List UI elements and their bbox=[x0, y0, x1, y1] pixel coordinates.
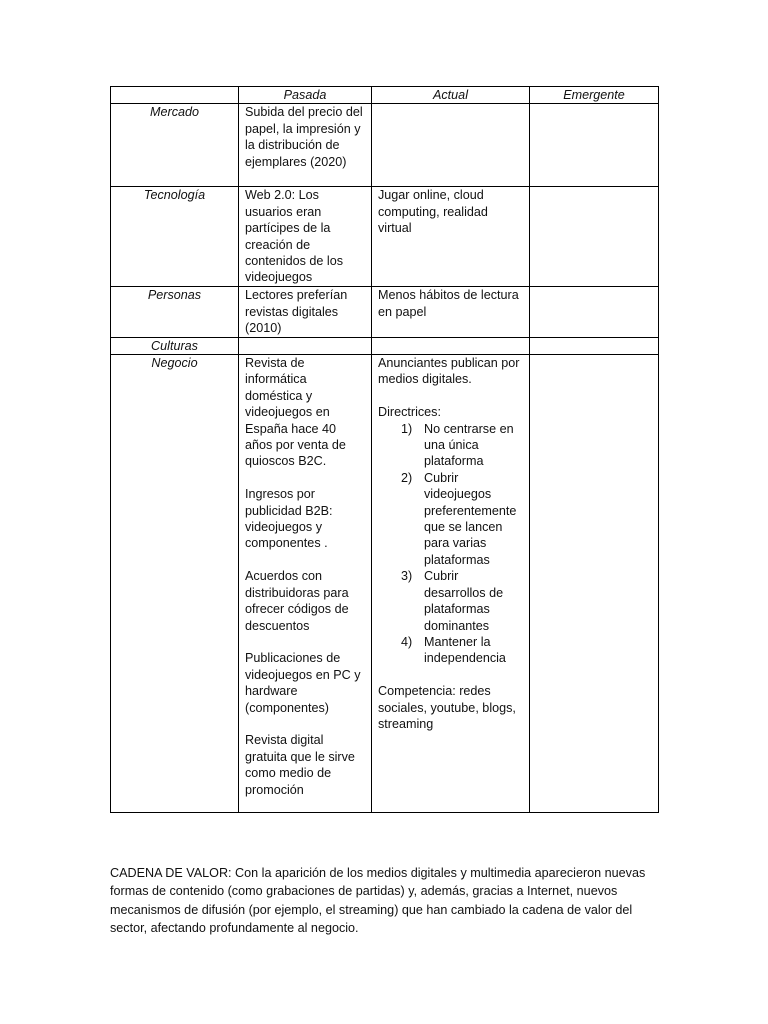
cell-pasada bbox=[239, 337, 372, 354]
list-text: Cubrir videojuegos preferentemente que se lancen para varias plataformas bbox=[424, 470, 517, 567]
list-text: No centrarse en una única plataforma bbox=[424, 421, 514, 469]
cadena-de-valor-paragraph: CADENA DE VALOR: Con la aparición de los medios digitales y multimedia aparecieron nuevas formas de contenido (como grabaciones de partidas) y, además, gracias a Internet, nuevos mecanismos de difusión (por ejemplo, el streaming) que han cambiado la cadena de valor del sector, afectando profundamente al negocio. bbox=[110, 866, 646, 936]
list-number: 1) bbox=[401, 421, 413, 436]
cell-text: Lectores preferían revistas digitales (2010) bbox=[245, 288, 348, 336]
header-row bbox=[111, 87, 659, 104]
cell-emergente bbox=[530, 187, 659, 287]
cell-text: Subida del precio del papel, la impresión y la distribución de ejemplares (2020) bbox=[245, 105, 363, 169]
header-corner bbox=[111, 87, 239, 104]
cell-actual bbox=[372, 104, 530, 187]
list-text: Cubrir desarrollos de plataformas dominantes bbox=[424, 569, 504, 633]
row-mercado bbox=[111, 104, 659, 187]
cell-pasada bbox=[239, 104, 372, 187]
row-negocio bbox=[111, 355, 659, 813]
directrices-title: Directrices: bbox=[378, 405, 441, 420]
list-text: Mantener la independencia bbox=[424, 634, 506, 666]
cell-text: Menos hábitos de lectura en papel bbox=[378, 288, 519, 319]
cell-emergente bbox=[530, 287, 659, 337]
header-actual: Actual bbox=[372, 87, 530, 104]
cell-paragraph: Ingresos por publicidad B2B: videojuegos y componentes . bbox=[245, 487, 333, 551]
row-label: Mercado bbox=[111, 104, 239, 187]
row-label: Negocio bbox=[111, 355, 239, 813]
directrices-block bbox=[378, 404, 523, 667]
analysis-table bbox=[110, 86, 659, 813]
cell-text: Web 2.0: Los usuarios eran partícipes de la creación de contenidos de los videojuegos bbox=[245, 188, 344, 285]
actual-intro: Anunciantes publican por medios digitales. bbox=[378, 356, 520, 387]
row-label: Personas bbox=[111, 287, 239, 337]
header-pasada: Pasada bbox=[239, 87, 372, 104]
cell-pasada bbox=[239, 355, 372, 813]
competencia-text: Competencia: redes sociales, youtube, blogs, streaming bbox=[378, 684, 516, 731]
list-item bbox=[378, 470, 523, 568]
header-emergente: Emergente bbox=[530, 87, 659, 104]
cell-actual bbox=[372, 337, 530, 354]
list-number: 4) bbox=[401, 634, 413, 649]
cell-emergente bbox=[530, 337, 659, 354]
cell-pasada bbox=[239, 287, 372, 337]
cell-paragraph: Publicaciones de videojuegos en PC y hardware (componentes) bbox=[245, 651, 361, 715]
cell-actual bbox=[372, 187, 530, 287]
cell-pasada bbox=[239, 187, 372, 287]
cell-text: Jugar online, cloud computing, realidad virtual bbox=[378, 188, 488, 236]
list-item bbox=[378, 634, 523, 667]
list-number: 2) bbox=[401, 470, 413, 485]
cell-paragraph: Revista digital gratuita que le sirve como medio de promoción bbox=[245, 733, 355, 797]
cell-actual bbox=[372, 287, 530, 337]
row-label: Tecnología bbox=[111, 187, 239, 287]
cell-emergente bbox=[530, 104, 659, 187]
row-label: Culturas bbox=[111, 337, 239, 354]
cell-actual bbox=[372, 355, 530, 813]
row-personas bbox=[111, 287, 659, 337]
row-tecnologia bbox=[111, 187, 659, 287]
cell-paragraph: Revista de informática doméstica y videojuegos en España hace 40 años por venta de quioscos B2C. bbox=[245, 356, 346, 469]
list-number: 3) bbox=[401, 569, 413, 584]
row-culturas bbox=[111, 337, 659, 354]
directrices-list bbox=[378, 421, 523, 667]
list-item bbox=[378, 421, 523, 470]
list-item bbox=[378, 568, 523, 634]
cell-emergente bbox=[530, 355, 659, 813]
cell-paragraph: Acuerdos con distribuidoras para ofrecer códigos de descuentos bbox=[245, 569, 349, 633]
